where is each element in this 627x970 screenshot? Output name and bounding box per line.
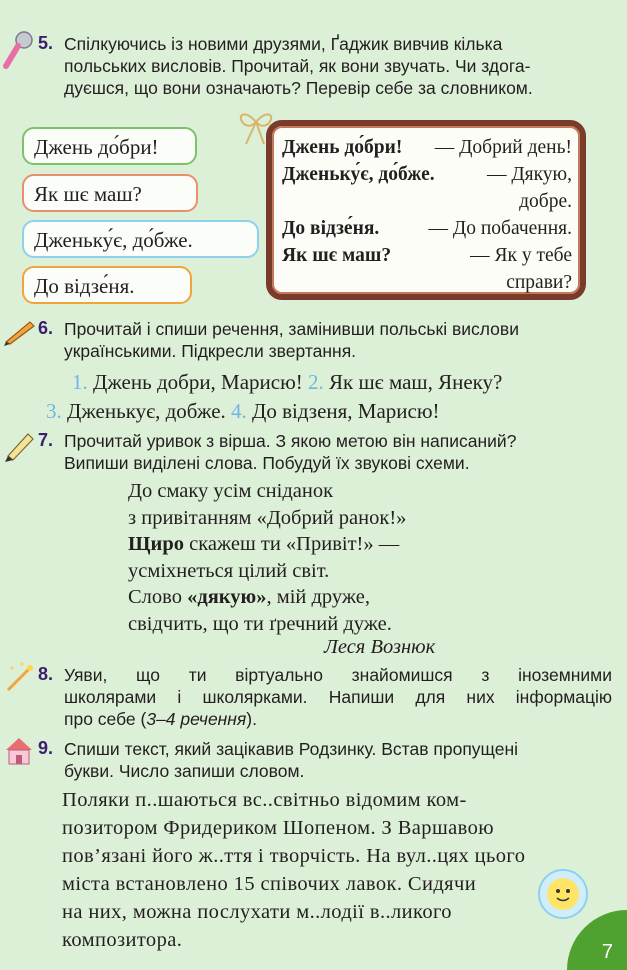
poem-excerpt: До смаку усім сніданок з привітанням «Добрий ранок!» Щиро скажеш ти «Привіт!» — усміхнеться цілий світ. Слово «дякую», мій друже, свідчить, що ти ґречний дуже. [128,480,407,635]
microphone-icon [2,30,34,70]
house-icon [2,734,36,768]
task-6-sentences: 1. Джень добри, Марисю! 2. Як шє маш, Янеку? 3. Дженькує, добже. 4. До відзеня, Марисю! [46,370,503,423]
pen-icon [2,316,36,346]
phrase-card-3: Дженьку́є, до́бже. [22,220,259,258]
phrase-card-2: Як шє маш? [22,174,198,212]
task-9-number: 9. [38,738,54,758]
pencil-icon [2,428,36,462]
task-8-number: 8. [38,664,54,684]
task-6-number: 6. [38,318,54,338]
page-number: 7 [601,941,613,963]
task-9-instructions: Спиши текст, який зацікавив Родзинку. Встав пропущені букви. Число запиши словом. [64,739,519,781]
task-8-instructions: Уяви, що ти віртуально знайомишся з іноземними школярами і школярками. Напиши для них інформацію про себе (3–4 речення). [64,665,612,729]
task-5-instructions: Спілкуючись із новими друзями, Ґаджик вивчив кілька польських висловів. Прочитай, як вони звучать. Чи здога- дуєшся, що вони означають? Перевір себе за словником. [64,34,533,98]
task-6-instructions: Прочитай і спиши речення, замінивши польські вислови українськими. Підкресли звертання. [64,319,519,361]
phrase-card-1: Джень до́бри! [22,127,197,165]
magic-wand-icon [2,660,36,694]
rodzynka-character-icon [537,868,589,920]
task-9-text: Поляки п..шаються вс..світньо відомим ком- позитором Фридериком Шопеном. З Варшавою пов’язані його ж..ття і творчість. На вул..цях цього міста встановлено 15 співочих лавок. Сидячи на них, можна послухати м..лодії в..ликого композитора. [62,789,526,951]
task-5-number: 5. [38,33,54,53]
poem-author: Леся Вознюк [324,636,436,658]
task-7-number: 7. [38,430,54,450]
task-7-instructions: Прочитай уривок з вірша. З якою метою він написаний? Випиши виділені слова. Побудуй їх звукові схеми. [64,431,517,473]
mini-dictionary: Джень до́бри! — Добрий день! Дженьку́є, до́бже. — Дякую, добре. До відзе́ня. — До побачення. Як шє маш? — Як у тебе справи? [266,120,586,300]
phrase-card-4: До відзе́ня. [22,266,192,304]
